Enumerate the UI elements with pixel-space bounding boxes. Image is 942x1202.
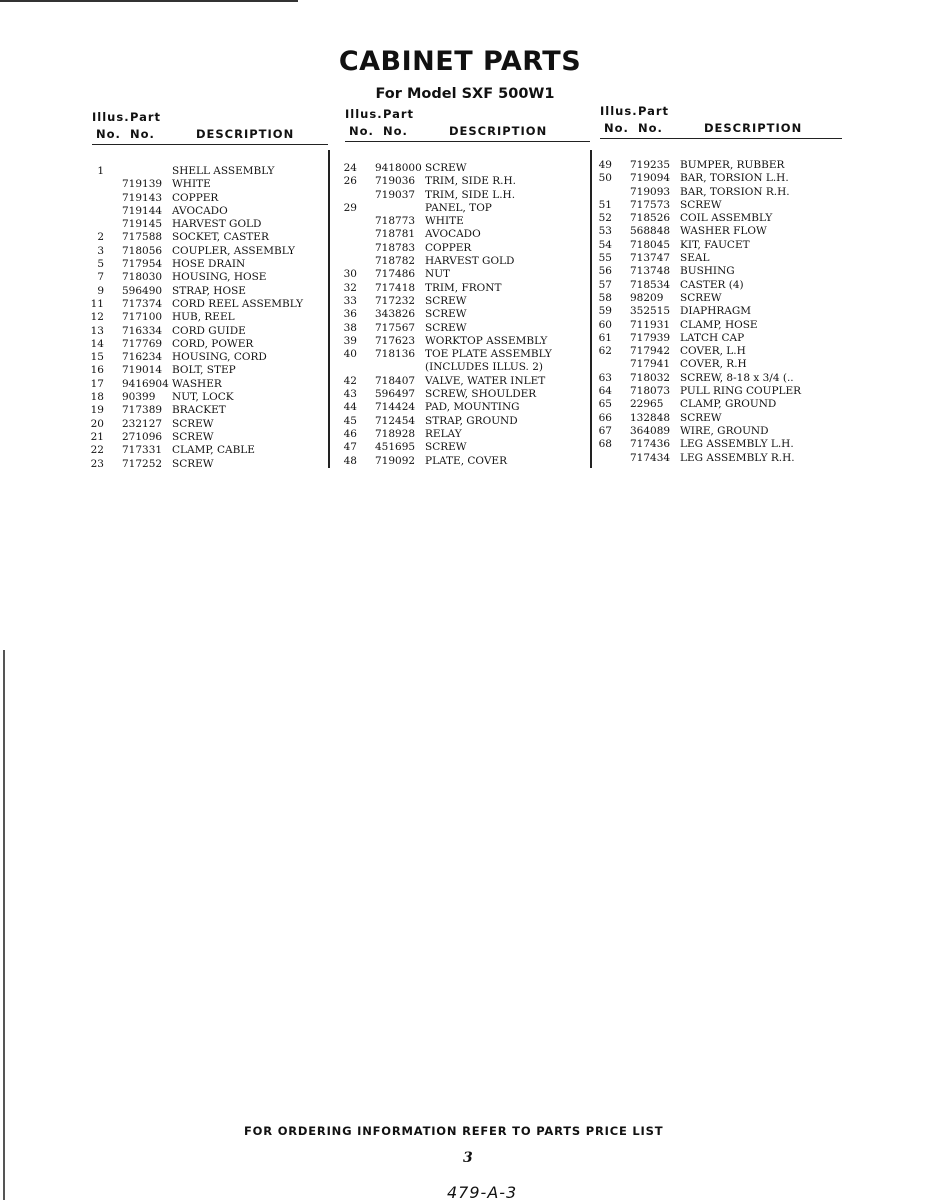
column-header bbox=[345, 105, 590, 142]
part-row bbox=[345, 228, 590, 241]
part-number: 232127 bbox=[122, 417, 163, 430]
part-description: SCREW bbox=[680, 198, 722, 211]
part-description: BUMPER, RUBBER bbox=[680, 159, 785, 171]
parts-list bbox=[345, 162, 590, 468]
part-number: 716334 bbox=[122, 324, 163, 337]
part-number: 718928 bbox=[375, 427, 416, 440]
part-description: BAR, TORSION R.H. bbox=[680, 185, 790, 198]
part-description: HOUSING, CORD bbox=[172, 351, 267, 364]
illus-number: 20 bbox=[90, 417, 104, 430]
part-row bbox=[345, 175, 590, 188]
part-number: 717588 bbox=[122, 231, 163, 244]
part-row bbox=[345, 428, 590, 441]
part-number: 718056 bbox=[122, 244, 163, 257]
part-number: 718073 bbox=[630, 385, 671, 398]
part-description: LEG ASSEMBLY R.H. bbox=[680, 451, 795, 464]
part-description: PAD, MOUNTING bbox=[425, 401, 520, 414]
part-description: AVOCADO bbox=[172, 204, 228, 217]
part-description: HARVEST GOLD bbox=[172, 218, 262, 231]
part-row bbox=[600, 225, 842, 238]
illus-number: 47 bbox=[343, 441, 357, 454]
column-header bbox=[92, 108, 328, 145]
illus-number: 9 bbox=[97, 284, 104, 297]
part-description: HARVEST GOLD bbox=[425, 255, 515, 268]
part-description: LEG ASSEMBLY L.H. bbox=[680, 438, 794, 451]
part-description: STRAP, HOSE bbox=[172, 284, 246, 297]
part-description: DIAPHRAGM bbox=[680, 305, 751, 318]
column-divider bbox=[590, 150, 592, 468]
illus-number: 1 bbox=[97, 165, 104, 177]
illus-number: 53 bbox=[598, 225, 612, 238]
part-description: CORD REEL ASSEMBLY bbox=[172, 297, 303, 310]
part-number: 712454 bbox=[375, 414, 416, 427]
illus-number: 68 bbox=[598, 438, 612, 451]
illus-number: 39 bbox=[343, 334, 357, 347]
part-row bbox=[92, 311, 328, 324]
part-description: SCREW bbox=[425, 294, 467, 307]
page-subtitle: For Model SXF 500W1 bbox=[375, 86, 555, 102]
parts-column-2 bbox=[345, 105, 590, 468]
part-description: SCREW bbox=[425, 162, 467, 174]
part-row bbox=[92, 364, 328, 377]
part-row bbox=[92, 245, 328, 258]
part-row bbox=[92, 391, 328, 404]
illus-number: 60 bbox=[598, 318, 612, 331]
illus-number: 62 bbox=[598, 345, 612, 358]
part-description: WASHER FLOW bbox=[680, 225, 767, 238]
illus-number: 42 bbox=[343, 374, 357, 387]
part-row bbox=[345, 202, 590, 215]
illus-number: 57 bbox=[598, 278, 612, 291]
column-header bbox=[600, 102, 842, 139]
part-number: 451695 bbox=[375, 441, 416, 454]
part-row bbox=[600, 345, 842, 358]
illus-number: 61 bbox=[598, 331, 612, 344]
part-row bbox=[92, 378, 328, 391]
part-number: 596490 bbox=[122, 284, 163, 297]
part-description: LATCH CAP bbox=[680, 331, 745, 344]
illus-number: 65 bbox=[598, 398, 612, 411]
part-description: CLAMP, HOSE bbox=[680, 318, 758, 331]
illus-number: 58 bbox=[598, 291, 612, 304]
part-number: 9418000 bbox=[375, 162, 422, 174]
part-number: 713747 bbox=[630, 252, 671, 265]
part-number: 717252 bbox=[122, 457, 163, 470]
illus-number: 49 bbox=[598, 159, 612, 171]
part-description: RELAY bbox=[425, 427, 462, 440]
part-row bbox=[600, 385, 842, 398]
part-row bbox=[600, 438, 842, 451]
page-number: 3 bbox=[463, 1150, 473, 1166]
part-row bbox=[92, 351, 328, 364]
part-row bbox=[600, 452, 842, 465]
illus-number: 14 bbox=[90, 337, 104, 350]
part-description: COIL ASSEMBLY bbox=[680, 212, 773, 225]
part-no-header: No. bbox=[383, 124, 408, 138]
part-row bbox=[92, 444, 328, 457]
part-description: SCREW bbox=[172, 430, 214, 443]
illus-number: 5 bbox=[97, 258, 104, 271]
illus-number: 26 bbox=[343, 175, 357, 188]
part-row bbox=[345, 268, 590, 281]
part-description: NUT, LOCK bbox=[172, 391, 234, 404]
part-row bbox=[345, 295, 590, 308]
illus-no-header: No. bbox=[349, 124, 374, 138]
illus-header: Illus. bbox=[92, 110, 130, 124]
part-number: 90399 bbox=[122, 391, 156, 404]
part-row bbox=[92, 431, 328, 444]
part-number: 717954 bbox=[122, 258, 163, 271]
part-number: 717486 bbox=[375, 268, 416, 281]
part-row bbox=[600, 265, 842, 278]
part-row bbox=[345, 308, 590, 321]
part-number: 718534 bbox=[630, 278, 671, 291]
part-description: WORKTOP ASSEMBLY bbox=[425, 334, 548, 347]
part-number: 717389 bbox=[122, 404, 163, 417]
description-header: DESCRIPTION bbox=[704, 121, 803, 135]
part-description: PULL RING COUPLER bbox=[680, 385, 802, 398]
illus-number: 38 bbox=[343, 321, 357, 334]
part-number: 352515 bbox=[630, 305, 671, 318]
illus-number: 46 bbox=[343, 427, 357, 440]
part-number: 719092 bbox=[375, 454, 416, 467]
part-row bbox=[92, 298, 328, 311]
part-description: WIRE, GROUND bbox=[680, 424, 769, 437]
part-description: BAR, TORSION L.H. bbox=[680, 172, 789, 185]
part-description: TOE PLATE ASSEMBLY bbox=[425, 348, 552, 361]
part-description: PANEL, TOP bbox=[425, 201, 492, 214]
part-description: HOUSING, HOSE bbox=[172, 271, 267, 284]
part-row bbox=[345, 348, 590, 361]
part-number: 716234 bbox=[122, 351, 163, 364]
part-description: CORD, POWER bbox=[172, 337, 254, 350]
column-divider bbox=[328, 150, 330, 468]
illus-number: 66 bbox=[598, 411, 612, 424]
part-row bbox=[92, 404, 328, 417]
illus-number: 33 bbox=[343, 294, 357, 307]
part-description: SOCKET, CASTER bbox=[172, 231, 269, 244]
illus-number: 50 bbox=[598, 172, 612, 185]
parts-column-3 bbox=[600, 102, 842, 465]
part-description: HUB, REEL bbox=[172, 311, 235, 324]
part-number: 714424 bbox=[375, 401, 416, 414]
part-number: 717573 bbox=[630, 198, 671, 211]
part-no-header: No. bbox=[130, 127, 155, 141]
illus-number: 18 bbox=[90, 391, 104, 404]
part-number: 271096 bbox=[122, 430, 163, 443]
part-row bbox=[600, 212, 842, 225]
part-description: CASTER (4) bbox=[680, 278, 744, 291]
part-number: 717331 bbox=[122, 444, 163, 457]
illus-number: 19 bbox=[90, 404, 104, 417]
illus-number: 24 bbox=[343, 162, 357, 174]
part-description: WHITE bbox=[172, 178, 211, 191]
part-number: 596497 bbox=[375, 388, 416, 401]
illus-number: 40 bbox=[343, 348, 357, 361]
part-number: 718032 bbox=[630, 371, 671, 384]
part-description: PLATE, COVER bbox=[425, 454, 508, 467]
part-row bbox=[600, 279, 842, 292]
part-description: SCREW bbox=[425, 321, 467, 334]
illus-number: 22 bbox=[90, 444, 104, 457]
part-description: STRAP, GROUND bbox=[425, 414, 518, 427]
part-number: 9416904 bbox=[122, 377, 169, 390]
part-number: 711931 bbox=[630, 318, 671, 331]
part-row bbox=[92, 271, 328, 284]
part-number: 98209 bbox=[630, 291, 664, 304]
illus-number: 48 bbox=[343, 454, 357, 467]
illus-number: 11 bbox=[90, 297, 104, 310]
part-number: 717941 bbox=[630, 358, 671, 371]
part-row bbox=[600, 292, 842, 305]
illus-number: 55 bbox=[598, 252, 612, 265]
part-number: 719139 bbox=[122, 178, 163, 191]
illus-number: 29 bbox=[343, 201, 357, 214]
part-number: 717436 bbox=[630, 438, 671, 451]
part-row bbox=[600, 358, 842, 371]
part-number: 718782 bbox=[375, 255, 416, 268]
part-description: TRIM, SIDE R.H. bbox=[425, 175, 516, 188]
part-description: WHITE bbox=[425, 215, 464, 228]
illus-header: Illus. bbox=[345, 107, 383, 121]
part-description: SCREW, SHOULDER bbox=[425, 388, 537, 401]
part-description: (INCLUDES ILLUS. 2) bbox=[425, 361, 543, 374]
illus-no-header: No. bbox=[96, 127, 121, 141]
part-row bbox=[600, 159, 842, 172]
part-row bbox=[600, 199, 842, 212]
part-number: 719093 bbox=[630, 185, 671, 198]
part-row bbox=[600, 398, 842, 411]
illus-number: 36 bbox=[343, 308, 357, 321]
part-number: 717434 bbox=[630, 451, 671, 464]
document-code: 479-A-3 bbox=[447, 1183, 518, 1202]
part-number: 718136 bbox=[375, 348, 416, 361]
part-number: 718783 bbox=[375, 241, 416, 254]
part-description: SCREW bbox=[172, 417, 214, 430]
part-description: KIT, FAUCET bbox=[680, 238, 750, 251]
part-row bbox=[345, 375, 590, 388]
illus-number: 43 bbox=[343, 388, 357, 401]
illus-number: 45 bbox=[343, 414, 357, 427]
part-row bbox=[600, 172, 842, 185]
part-description: BOLT, STEP bbox=[172, 364, 236, 377]
part-row bbox=[600, 239, 842, 252]
description-header: DESCRIPTION bbox=[449, 124, 548, 138]
part-description: SCREW bbox=[680, 291, 722, 304]
part-number: 718781 bbox=[375, 228, 416, 241]
part-row bbox=[92, 205, 328, 218]
part-row bbox=[345, 335, 590, 348]
illus-number: 16 bbox=[90, 364, 104, 377]
part-number: 717939 bbox=[630, 331, 671, 344]
illus-number: 63 bbox=[598, 371, 612, 384]
description-header: DESCRIPTION bbox=[196, 127, 295, 141]
part-description: CLAMP, GROUND bbox=[680, 398, 777, 411]
illus-number: 15 bbox=[90, 351, 104, 364]
part-row bbox=[345, 189, 590, 202]
illus-no-header: No. bbox=[604, 121, 629, 135]
parts-list bbox=[600, 159, 842, 465]
part-description: BRACKET bbox=[172, 404, 226, 417]
part-row bbox=[600, 372, 842, 385]
part-number: 719014 bbox=[122, 364, 163, 377]
part-header: Part bbox=[130, 110, 162, 124]
illus-number: 7 bbox=[97, 271, 104, 284]
part-description: COUPLER, ASSEMBLY bbox=[172, 244, 295, 257]
part-description: TRIM, SIDE L.H. bbox=[425, 188, 516, 201]
illus-number: 54 bbox=[598, 238, 612, 251]
scan-edge-top bbox=[0, 0, 298, 2]
illus-number: 30 bbox=[343, 268, 357, 281]
part-row bbox=[345, 322, 590, 335]
part-description: CLAMP, CABLE bbox=[172, 444, 255, 457]
part-number: 719235 bbox=[630, 159, 671, 171]
part-description: VALVE, WATER INLET bbox=[425, 374, 546, 387]
part-number: 719143 bbox=[122, 191, 163, 204]
part-description: HOSE DRAIN bbox=[172, 258, 246, 271]
part-row bbox=[345, 255, 590, 268]
part-row bbox=[600, 252, 842, 265]
part-description: CORD GUIDE bbox=[172, 324, 246, 337]
part-row bbox=[345, 282, 590, 295]
part-number: 713748 bbox=[630, 265, 671, 278]
illus-number: 23 bbox=[90, 457, 104, 470]
part-number: 343826 bbox=[375, 308, 416, 321]
parts-column-1 bbox=[92, 108, 328, 471]
part-row bbox=[92, 192, 328, 205]
part-number: 718526 bbox=[630, 212, 671, 225]
part-row bbox=[92, 338, 328, 351]
illus-number: 64 bbox=[598, 385, 612, 398]
part-row bbox=[345, 401, 590, 414]
part-number: 717942 bbox=[630, 345, 671, 358]
part-number: 717623 bbox=[375, 334, 416, 347]
illus-number: 13 bbox=[90, 324, 104, 337]
parts-list bbox=[92, 165, 328, 471]
part-row bbox=[92, 258, 328, 271]
part-number: 717769 bbox=[122, 337, 163, 350]
part-row bbox=[92, 418, 328, 431]
part-row bbox=[600, 319, 842, 332]
part-row bbox=[92, 231, 328, 244]
part-number: 132848 bbox=[630, 411, 671, 424]
part-header: Part bbox=[383, 107, 415, 121]
part-number: 719144 bbox=[122, 204, 163, 217]
illus-number: 44 bbox=[343, 401, 357, 414]
part-number: 717567 bbox=[375, 321, 416, 334]
part-number: 719145 bbox=[122, 218, 163, 231]
part-number: 717232 bbox=[375, 294, 416, 307]
illus-number: 59 bbox=[598, 305, 612, 318]
part-description: COVER, R.H bbox=[680, 358, 747, 371]
part-row bbox=[600, 305, 842, 318]
part-number: 719037 bbox=[375, 188, 416, 201]
part-row bbox=[345, 361, 590, 374]
part-number: 364089 bbox=[630, 424, 671, 437]
part-description: SCREW bbox=[680, 411, 722, 424]
part-description: SCREW bbox=[425, 308, 467, 321]
part-description: COPPER bbox=[172, 191, 219, 204]
part-description: SCREW bbox=[172, 457, 214, 470]
part-row bbox=[600, 332, 842, 345]
part-description: COVER, L.H bbox=[680, 345, 746, 358]
part-header: Part bbox=[638, 104, 670, 118]
illus-number: 67 bbox=[598, 424, 612, 437]
illus-header: Illus. bbox=[600, 104, 638, 118]
part-description: SHELL ASSEMBLY bbox=[172, 165, 275, 177]
part-description: NUT bbox=[425, 268, 451, 281]
part-number: 568848 bbox=[630, 225, 671, 238]
part-row bbox=[92, 458, 328, 471]
part-row bbox=[600, 425, 842, 438]
part-number: 718045 bbox=[630, 238, 671, 251]
part-row bbox=[92, 325, 328, 338]
page-title: CABINET PARTS bbox=[338, 46, 582, 77]
part-row bbox=[92, 178, 328, 191]
part-description: SEAL bbox=[680, 252, 710, 265]
part-description: SCREW bbox=[425, 441, 467, 454]
part-row bbox=[92, 165, 328, 178]
part-row bbox=[345, 388, 590, 401]
ordering-note: FOR ORDERING INFORMATION REFER TO PARTS PRICE LIST bbox=[244, 1124, 664, 1138]
part-number: 719036 bbox=[375, 175, 416, 188]
illus-number: 56 bbox=[598, 265, 612, 278]
part-number: 717100 bbox=[122, 311, 163, 324]
illus-number: 17 bbox=[90, 377, 104, 390]
illus-number: 52 bbox=[598, 212, 612, 225]
part-row bbox=[92, 218, 328, 231]
part-row bbox=[600, 412, 842, 425]
scan-edge-left bbox=[3, 650, 5, 1200]
part-row bbox=[345, 455, 590, 468]
part-description: BUSHING bbox=[680, 265, 735, 278]
part-row bbox=[600, 186, 842, 199]
part-number: 22965 bbox=[630, 398, 664, 411]
part-no-header: No. bbox=[638, 121, 663, 135]
part-row bbox=[345, 415, 590, 428]
illus-number: 12 bbox=[90, 311, 104, 324]
part-number: 717374 bbox=[122, 297, 163, 310]
illus-number: 21 bbox=[90, 430, 104, 443]
part-row bbox=[345, 242, 590, 255]
part-row bbox=[345, 215, 590, 228]
illus-number: 3 bbox=[97, 244, 104, 257]
part-row bbox=[92, 285, 328, 298]
part-number: 718773 bbox=[375, 215, 416, 228]
part-description: WASHER bbox=[172, 377, 222, 390]
part-description: COPPER bbox=[425, 241, 472, 254]
part-row bbox=[345, 441, 590, 454]
part-row bbox=[345, 162, 590, 175]
part-number: 717418 bbox=[375, 281, 416, 294]
illus-number: 51 bbox=[598, 198, 612, 211]
part-description: TRIM, FRONT bbox=[425, 281, 502, 294]
part-number: 718030 bbox=[122, 271, 163, 284]
illus-number: 32 bbox=[343, 281, 357, 294]
part-description: AVOCADO bbox=[425, 228, 481, 241]
part-number: 718407 bbox=[375, 374, 416, 387]
illus-number: 2 bbox=[97, 231, 104, 244]
part-number: 719094 bbox=[630, 172, 671, 185]
part-description: SCREW, 8-18 x 3/4 (.. bbox=[680, 371, 794, 384]
